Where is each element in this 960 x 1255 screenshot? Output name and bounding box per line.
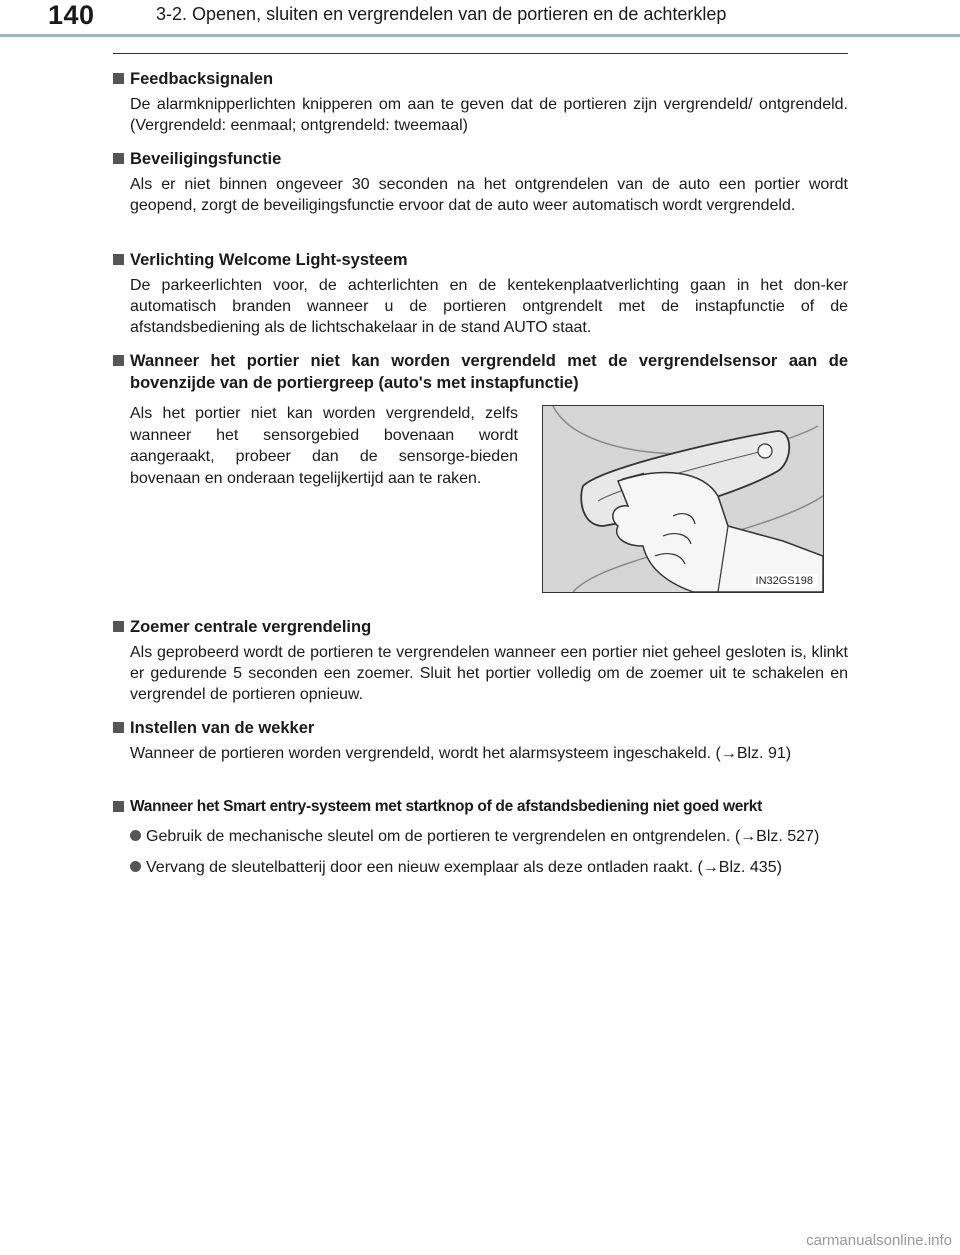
section-title: Wanneer het Smart entry-systeem met startknop of de afstandsbediening niet goed werkt [130, 798, 762, 815]
section-marker-icon [113, 355, 124, 366]
section-title: Zoemer centrale vergrendeling [130, 618, 372, 636]
figure-code-label: IN32GS198 [752, 574, 817, 588]
section-smart-entry [113, 796, 848, 878]
section-title: Feedbacksignalen [130, 70, 274, 88]
section-title: Instellen van de wekker [130, 719, 315, 737]
door-handle-drawing [543, 406, 823, 592]
section-marker-icon [113, 801, 124, 812]
section-security [113, 148, 848, 216]
section-body: Als het portier niet kan worden vergrendeld, zelfs wanneer het sensorgebied bovenaan wordt aangeraakt, probeer dan de sensorge-bieden bovenaan en onderaan tegelijkertijd aan te raken. [130, 405, 518, 487]
section-lock-sensor [113, 350, 848, 394]
section-marker-icon [113, 722, 124, 733]
section-title: Beveiligingsfunctie [130, 150, 282, 168]
section-buzzer [113, 616, 848, 705]
section-welcome-light [113, 249, 848, 338]
section-marker-icon [113, 254, 124, 265]
content-rule [113, 53, 848, 54]
section-title: Verlichting Welcome Light-systeem [130, 251, 408, 269]
bullet-icon [130, 830, 141, 841]
section-body: Als geprobeerd wordt de portieren te vergrendelen wanneer een portier niet geheel gesloten is, klinkt er gedurende 5 seconden een zoemer. Sluit het portier volledig om de zoemer uit te schakelen en vergrendel de portieren opnieuw. [130, 644, 848, 703]
watermark: carmanualsonline.info [806, 1232, 952, 1249]
section-marker-icon [113, 621, 124, 632]
section-marker-icon [113, 73, 124, 84]
section-title: Wanneer het portier niet kan worden vergrendeld met de vergrendelsensor aan de bovenzijde van de portiergreep (auto's met instapfunctie) [130, 352, 848, 392]
header-rule [0, 34, 960, 37]
list-item [130, 857, 848, 878]
bullet-text: Gebruik de mechanische sleutel om de portieren te vergrendelen en ontgrendelen. (→Blz. 527) [146, 828, 820, 845]
section-alarm [113, 717, 848, 764]
bullet-icon [130, 861, 141, 872]
section-feedback [113, 68, 848, 136]
section-body: De alarmknipperlichten knipperen om aan te geven dat de portieren zijn vergrendeld/ ontgrendeld. (Vergrendeld: eenmaal; ontgrendeld: tweemaal) [130, 96, 848, 134]
door-handle-illustration [542, 405, 824, 593]
section-body: De parkeerlichten voor, de achterlichten en de kentekenplaatverlichting gaan in het don-ker automatisch branden wanneer u de portieren ontgrendelt met de instapfunctie of de afstandsbediening als de lichtschakelaar in de stand AUTO staat. [130, 277, 848, 336]
section-body: Wanneer de portieren worden vergrendeld, wordt het alarmsysteem ingeschakeld. (→Blz. 91) [130, 745, 792, 762]
list-item [130, 826, 848, 847]
section-body: Als er niet binnen ongeveer 30 seconden na het ontgrendelen van de auto een portier wordt geopend, zorgt de beveiligingsfunctie ervoor dat de auto weer automatisch wordt vergrendeld. [130, 176, 848, 214]
bullet-text: Vervang de sleutelbatterij door een nieuw exemplaar als deze ontladen raakt. (→Blz. 435) [146, 859, 782, 876]
chapter-title: 3-2. Openen, sluiten en vergrendelen van de portieren en de achterklep [156, 4, 727, 24]
section-marker-icon [113, 153, 124, 164]
page-number: 140 [48, 0, 95, 30]
